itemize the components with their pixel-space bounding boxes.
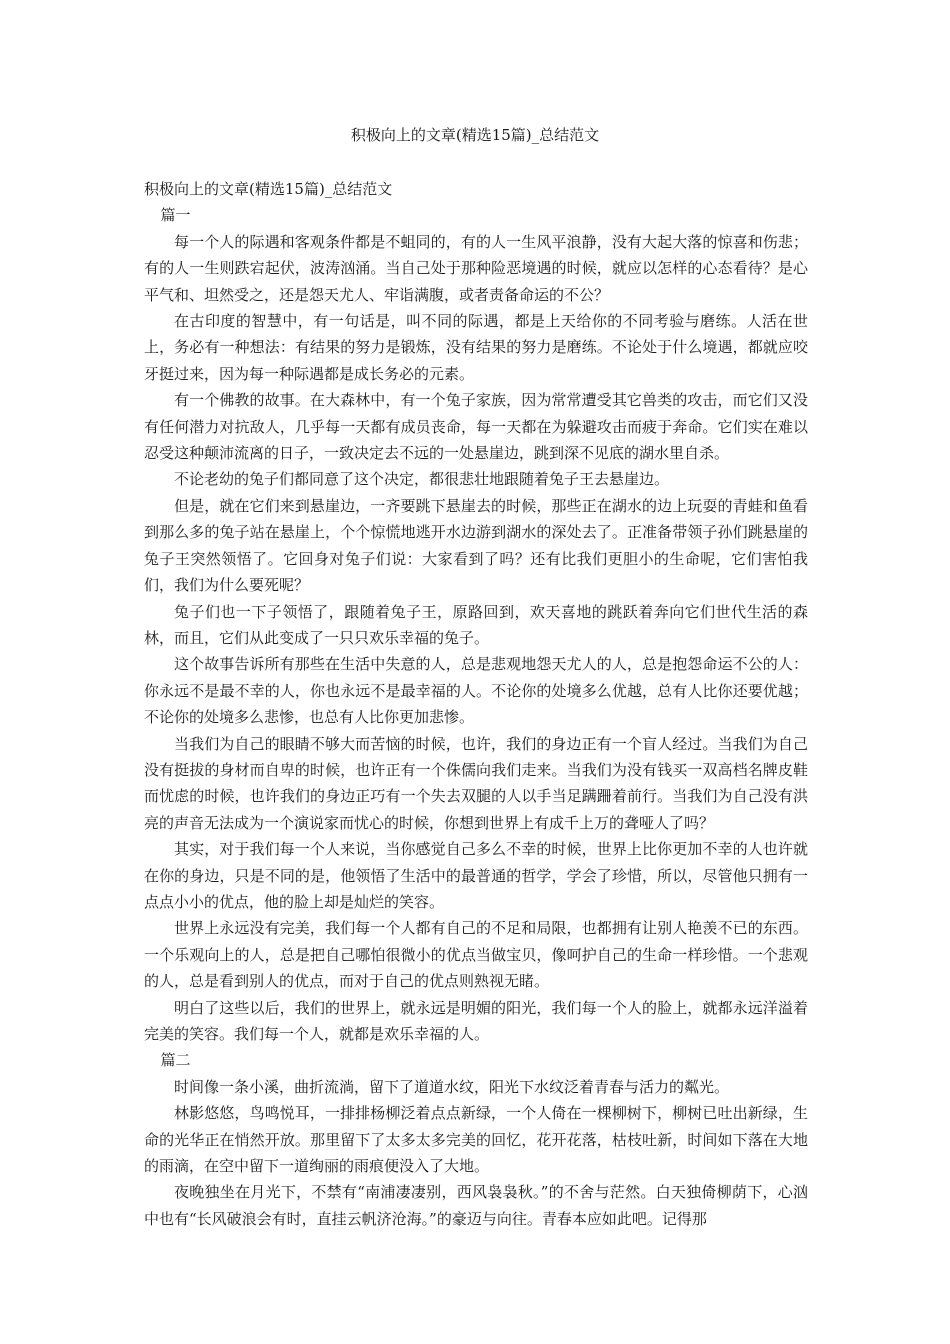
document-body xyxy=(144,176,808,1232)
paragraph: 明白了这些以后，我们的世界上，就永远是明媚的阳光，我们每一个人的脸上，就都永远洋溢着完美的笑容。我们每一个人，就都是欢乐幸福的人。 xyxy=(144,998,808,1043)
paragraph: 但是，就在它们来到悬崖边，一齐要跳下悬崖去的时候，那些正在湖水的边上玩耍的青蛙和鱼看到那么多的兔子站在悬崖上，个个惊慌地逃开水边游到湖水的深处去了。正准备带领子孙们跳悬崖的兔子王突然领悟了。它回身对兔子们说：大家看到了吗？还有比我们更胆小的生命呢，它们害怕我们，我们为什么要死呢？ xyxy=(144,496,808,595)
paragraph: 其实，对于我们每一个人来说，当你感觉自己多么不幸的时候，世界上比你更加不幸的人也许就在你的身边，只是不同的是，他领悟了生活中的最普通的哲学，学会了珍惜，所以，尽管他只拥有一点点小小的优点，他的脸上却是灿烂的笑容。 xyxy=(144,840,808,911)
page-title: 积极向上的文章(精选15篇)_总结范文 xyxy=(350,126,600,144)
document-heading: 积极向上的文章(精选15篇)_总结范文 xyxy=(144,180,393,198)
paragraph: 这个故事告诉所有那些在生活中失意的人，总是悲观地怨天尤人的人，总是抱怨命运不公的人：你永远不是最不幸的人，你也永远不是最幸福的人。不论你的处境多么优越，总有人比你还要优越；不论你的处境多么悲惨，也总有人比你更加悲惨。 xyxy=(144,655,808,727)
paragraph: 时间像一条小溪，曲折流淌，留下了道道水纹，阳光下水纹泛着青春与活力的粼光。 xyxy=(174,1077,730,1096)
section-heading: 篇一 xyxy=(160,206,191,225)
paragraph: 有一个佛教的故事。在大森林中，有一个兔子家族，因为常常遭受其它兽类的攻击，而它们又没有任何潜力对抗敌人，几乎每一天都有成员丧命，每一天都在为躲避攻击而疲于奔命。它们实在难以忍受这种颠沛流离的日子，一致决定去不远的一处悬崖边，跳到深不见底的湖水里自杀。 xyxy=(144,391,808,463)
paragraph: 林影悠悠，鸟鸣悦耳，一排排杨柳泛着点点新绿，一个人倚在一棵柳树下，柳树已吐出新绿，生命的光华正在悄然开放。那里留下了太多太多完美的回忆，花开花落，枯枝吐新，时间如下落在大地的雨滴，在空中留下一道绚丽的雨痕便没入了大地。 xyxy=(144,1104,808,1176)
paragraph: 世界上永远没有完美，我们每一个人都有自己的不足和局限，也都拥有让别人艳羡不已的东西。一个乐观向上的人，总是把自己哪怕很微小的优点当做宝贝，像呵护自己的生命一样珍惜。一个悲观的人，总是看到别人的优点，而对于自己的优点则熟视无睹。 xyxy=(144,919,808,991)
paragraph: 兔子们也一下子领悟了，跟随着兔子王，原路回到，欢天喜地的跳跃着奔向它们世代生活的森林，而且，它们从此变成了一只只欢乐幸福的兔子。 xyxy=(144,602,808,647)
section-heading: 篇二 xyxy=(160,1051,191,1070)
paragraph: 当我们为自己的眼睛不够大而苦恼的时候，也许，我们的身边正有一个盲人经过。当我们为自己没有挺拔的身材而自卑的时候，也许正有一个侏儒向我们走来。当我们为没有钱买一双高档名牌皮鞋而忧虑的时候，也许我们的身边正巧有一个失去双腿的人以手当足蹒跚着前行。当我们为自己没有洪亮的声音无法成为一个演说家而忧心的时候，你想到世界上有成千上万的聋哑人了吗？ xyxy=(144,734,808,832)
paragraph: 每一个人的际遇和客观条件都是不蛆同的，有的人一生风平浪静，没有大起大落的惊喜和伤悲；有的人一生则跌宕起伏，波涛汹涌。当自己处于那种险恶境遇的时候，就应以怎样的心态看待？是心平气和、坦然受之，还是怨天尤人、牢诣满腹，或者责备命运的不公？ xyxy=(144,232,808,304)
paragraph: 在古印度的智慧中，有一句话是，叫不同的际遇，都是上天给你的不同考验与磨练。人活在世上，务必有一种想法：有结果的努力是锻炼，没有结果的努力是磨练。不论处于什么境遇，都就应咬牙挺过来，因为每一种际遇都是成长务必的元素。 xyxy=(144,312,808,383)
paragraph: 夜晚独坐在月光下，不禁有“南浦凄凄别，西风袅袅秋。”的不舍与茫然。白天独倚柳荫下，心汹中也有“长风破浪会有时，直挂云帆济沧海。”的豪迈与向往。青春本应如此吧。记得那 xyxy=(144,1183,808,1228)
paragraph: 不论老幼的兔子们都同意了这个决定，都很悲壮地跟随着兔子王去悬崖边。 xyxy=(174,470,670,489)
